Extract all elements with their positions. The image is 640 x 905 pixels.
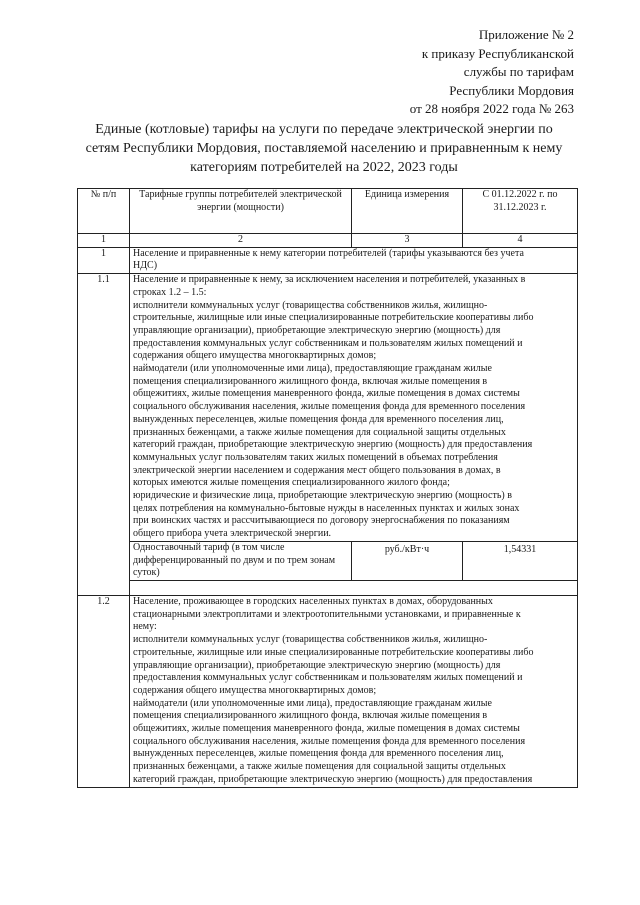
tariff-name-line: Одноставочный тариф (в том числе xyxy=(133,541,285,553)
tariff-name xyxy=(130,541,352,580)
description-line: помещения специализированного жилищного фонда, включая жилые помещения в xyxy=(133,375,488,387)
description-line: управляющие организации), приобретающие электрическую энергию (мощность) для xyxy=(133,659,501,671)
row-number: 1 xyxy=(78,247,130,273)
description-line: признанных беженцами, а также жилые помещения для социальной защиты отдельных xyxy=(133,426,506,438)
description-line: наймодатели (или уполномоченные ими лица), предоставляющие гражданам жилые xyxy=(133,363,492,375)
column-number: 3 xyxy=(352,234,463,248)
header-groups: Тарифные группы потребителей электрической энергии (мощности) xyxy=(130,189,352,234)
tariff-table xyxy=(77,188,578,788)
spacer-cell xyxy=(130,580,578,595)
document-title xyxy=(80,120,568,177)
column-number-row xyxy=(78,234,578,248)
table-row xyxy=(78,595,578,787)
description-line: Население, проживающее в городских населенных пунктах в домах, оборудованных xyxy=(133,595,493,607)
description-line: вынужденных переселенцев, жилые помещения фонда для временного поселения лиц, xyxy=(133,748,504,760)
description-line: при воинских частях и рассчитывающиеся по договору энергоснабжения по показаниям xyxy=(133,515,510,527)
description-line: содержания общего имущества многоквартирных домов; xyxy=(133,684,377,696)
annex-line: Республики Мордовия xyxy=(449,82,574,98)
tariff-name-line: суток) xyxy=(133,567,160,579)
description-line: исполнители коммунальных услуг (товарищества собственников жилья, жилищно- xyxy=(133,634,488,646)
table-row xyxy=(78,274,578,542)
row-description xyxy=(130,247,578,273)
annex-line: к приказу Республиканской xyxy=(421,45,574,61)
title-line: сетям Республики Мордовия, поставляемой населению и приравненным к нему xyxy=(85,141,563,156)
description-line: строительные, жилищные или иные специализированные потребительские кооперативы либо xyxy=(133,312,534,324)
annex-block xyxy=(274,26,574,119)
description-line: которых имеются жилые помещения специализированного жилого фонда; xyxy=(133,477,450,489)
description-line: признанных беженцами, а также жилые помещения для социальной защиты отдельных xyxy=(133,761,506,773)
spacer-row xyxy=(78,580,578,595)
column-number: 4 xyxy=(463,234,578,248)
description-line: социального обслуживания населения, жилые помещения фонда для временного поселения xyxy=(133,735,526,747)
description-line: Население и приравненные к нему, за исключением населения и потребителей, указанных в xyxy=(133,274,526,286)
row-number: 1.2 xyxy=(78,595,130,787)
tariff-name-line: дифференцированный по двум и по трем зонам xyxy=(133,554,336,566)
description-line: коммунальных услуг пользователям таких жилых помещений в объемах потребления xyxy=(133,451,498,463)
header-number: № п/п xyxy=(78,189,130,234)
title-line: категориям потребителей на 2022, 2023 годы xyxy=(190,160,458,175)
description-line: юридические и физические лица, приобретающие электрическую энергию (мощность) в xyxy=(133,490,512,502)
description-line: исполнители коммунальных услуг (товарищества собственников жилья, жилищно- xyxy=(133,299,488,311)
title-line: Единые (котловые) тарифы на услуги по передаче электрической энергии по xyxy=(95,122,553,137)
description-line: категорий граждан, приобретающие электрическую энергию (мощность) для предоставления xyxy=(133,773,533,785)
description-line: целях потребления на коммунально-бытовые нужды в населенных пунктах и жилых зонах xyxy=(133,502,520,514)
description-line: социального обслуживания населения, жилые помещения фонда для временного поселения xyxy=(133,401,526,413)
row-description xyxy=(130,274,578,542)
description-line: электрической энергии населением и содержания мест общего пользования в домах, в xyxy=(133,464,501,476)
tariff-unit: руб./кВт·ч xyxy=(352,541,463,580)
annex-line: службы по тарифам xyxy=(463,64,574,79)
description-line: НДС) xyxy=(133,260,158,272)
table-header-row xyxy=(78,189,578,234)
description-line: управляющие организации), приобретающие электрическую энергию (мощность) для xyxy=(133,324,501,336)
table-row xyxy=(78,247,578,273)
description-line: строительные, жилищные или иные специализированные потребительские кооперативы либо xyxy=(133,646,534,658)
description-line: категорий граждан, приобретающие электрическую энергию (мощность) для предоставления xyxy=(133,439,533,451)
column-number: 2 xyxy=(130,234,352,248)
description-line: помещения специализированного жилищного фонда, включая жилые помещения в xyxy=(133,710,488,722)
row-number: 1.1 xyxy=(78,274,130,596)
description-line: нему: xyxy=(133,621,157,633)
description-line: общего прибора учета электрической энергии. xyxy=(133,528,332,540)
description-line: предоставления коммунальных услуг собственникам и пользователям жилых помещений и xyxy=(133,672,523,684)
header-unit: Единица измерения xyxy=(352,189,463,234)
column-number: 1 xyxy=(78,234,130,248)
annex-line: от 28 ноября 2022 года № 263 xyxy=(409,101,574,116)
header-period: С 01.12.2022 г. по 31.12.2023 г. xyxy=(463,189,578,234)
description-line: общежитиях, жилые помещения маневренного фонда, жилые помещения в домах системы xyxy=(133,388,520,400)
description-line: строках 1.2 – 1.5: xyxy=(133,286,207,298)
description-line: предоставления коммунальных услуг собственникам и пользователям жилых помещений и xyxy=(133,337,523,349)
description-line: общежитиях, жилые помещения маневренного фонда, жилые помещения в домах системы xyxy=(133,723,520,735)
description-line: наймодатели (или уполномоченные ими лица), предоставляющие гражданам жилые xyxy=(133,697,492,709)
description-line: Население и приравненные к нему категории потребителей (тарифы указываются без учета xyxy=(133,247,524,259)
tariff-value: 1,54331 xyxy=(463,541,578,580)
row-description xyxy=(130,595,578,787)
description-line: вынужденных переселенцев, жилые помещения фонда для временного поселения лиц, xyxy=(133,413,504,425)
tariff-row xyxy=(78,541,578,580)
description-line: стационарными электроплитами и электроотопительными установками, и приравненные к xyxy=(133,608,521,620)
description-line: содержания общего имущества многоквартирных домов; xyxy=(133,350,377,362)
annex-line: Приложение № 2 xyxy=(478,27,574,42)
